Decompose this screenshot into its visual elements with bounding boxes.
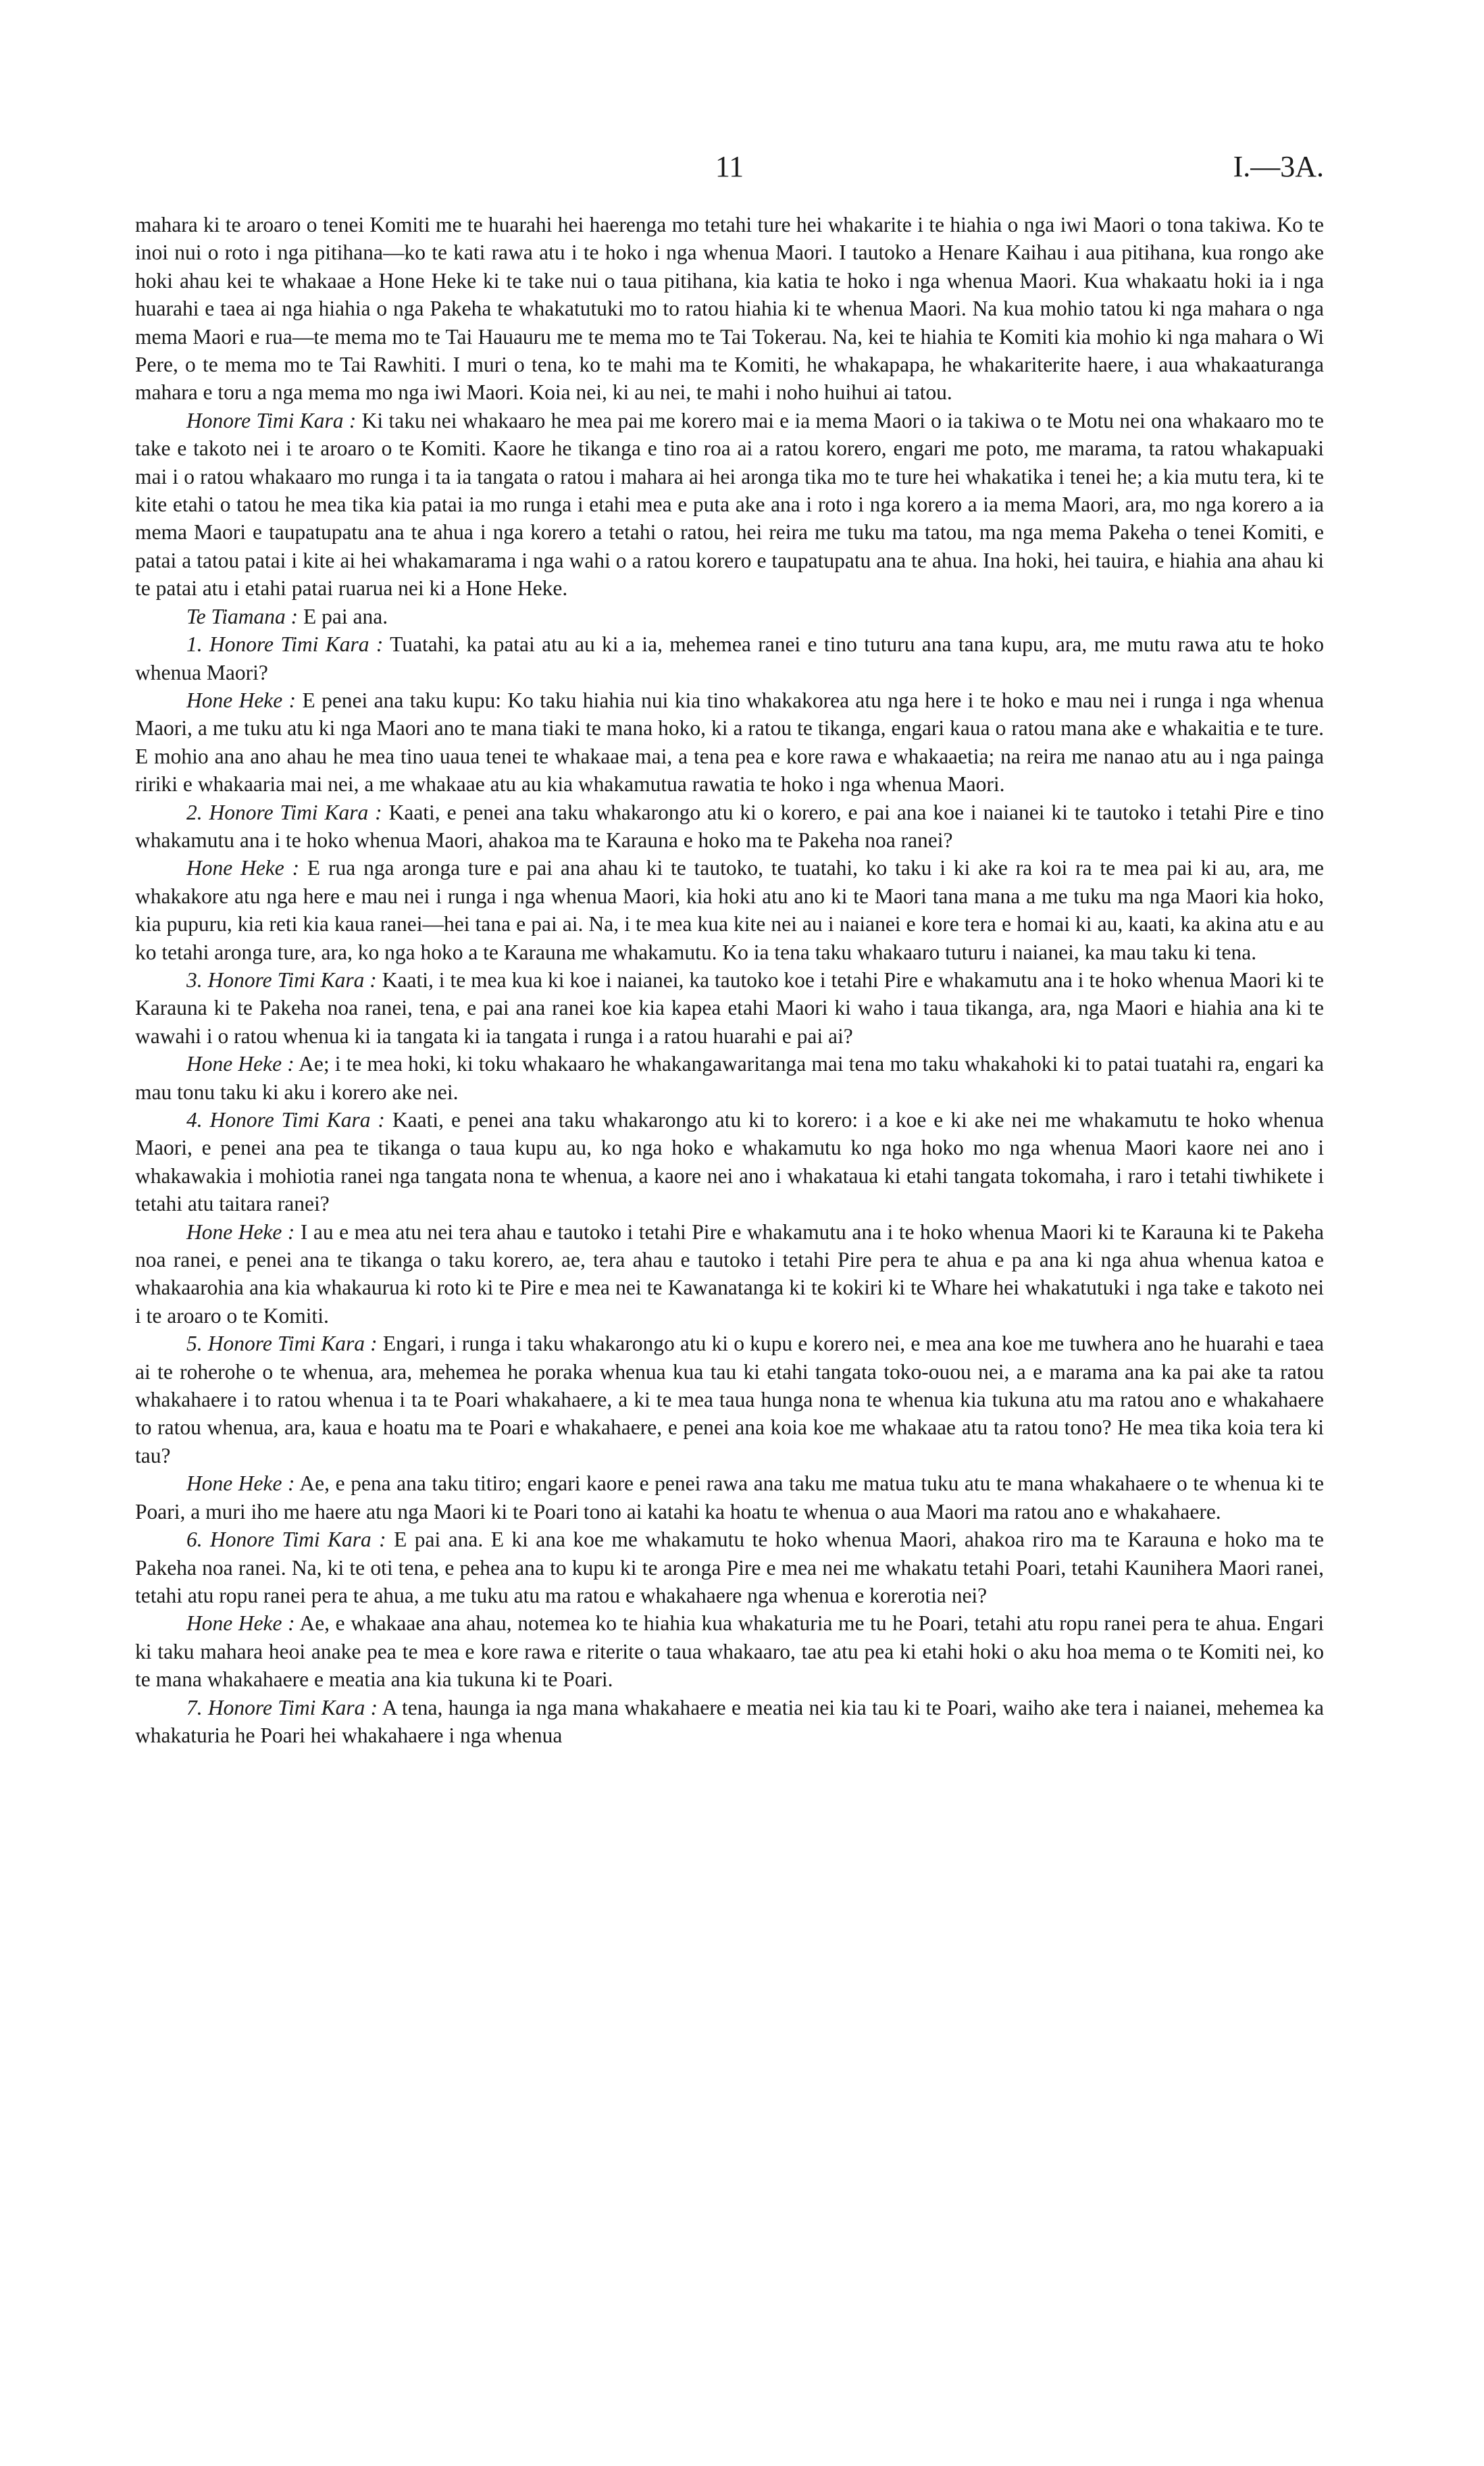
document-reference: I.—3A. bbox=[1233, 150, 1324, 183]
speaker-label: Hone Heke : bbox=[186, 856, 300, 880]
paragraph bbox=[135, 1218, 1324, 1330]
paragraph-text: Ae, e whakaae ana ahau, notemea ko te hiahia kua whakaturia me tu he Poari, tetahi atu ropu ranei pera te ahua. Engari ki taku mahara heoi anake pea te mea e kore rawa e riterite o taua whakaaro, tae atu pea ki etahi hoki o aku hoa mema o te Komiti nei, ko te mana whakahaere e meatia ana kia tukuna ki te Poari. bbox=[135, 1611, 1324, 1692]
paragraph bbox=[135, 1330, 1324, 1469]
paragraph-text: I au e mea atu nei tera ahau e tautoko i tetahi Pire e whakamutu ana i te hoko whenua Maori ki te Karauna ki te Pakeha noa ranei, e penei ana te tikanga o taku korero, ae, tera ahau e tautoko i tetahi Pire pera te ahua e pa ana ki nga ahua whenua katoa e whakaarohia ana kia whakaurua ki roto ki te Pire e mea nei te Kawanatanga ki te kokiri ki te Whare hei whakatutuki i nga take e takoto nei i te aroaro o te Komiti. bbox=[135, 1219, 1324, 1328]
speaker-label: Hone Heke : bbox=[186, 1052, 295, 1076]
paragraph bbox=[135, 854, 1324, 966]
paragraph bbox=[135, 211, 1324, 407]
paragraph bbox=[135, 1526, 1324, 1609]
paragraph bbox=[135, 630, 1324, 686]
paragraph-text: mahara ki te aroaro o tenei Komiti me te huarahi hei haerenga mo tetahi ture hei whakarite i te hiahia o nga iwi Maori o tona takiwa. Ko te inoi nui o roto i nga pitihana—ko te kati rawa atu i te hoko i nga whenua Maori. I tautoko a Henare Kaihau i aua pitihana, kua rongo ake hoki ahau kei te whakaae a Hone Heke ki te take nui o taua pitihana, kia katia te hoko i nga whenua Maori. Kua whakaatu hoki ia i nga huarahi e taea ai nga hiahia o nga Pakeha te whakatutuki mo to ratou hiahia ki te whenua Maori. Na kua mohio tatou ki nga mahara o nga mema Maori e rua—te mema mo te Tai Hauauru me te mema mo te Tai Tokerau. Na, kei te hiahia te Komiti kia mohio ki nga mahara o Wi Pere, o te mema mo te Tai Rawhiti. I muri o tena, ko te mahi ma te Komiti, he whakapapa, he whakariterite haere, i aua whakaaturanga mahara e toru a nga mema mo nga iwi Maori. Koia nei, ki au nei, te mahi i noho huihui ai tatou. bbox=[135, 213, 1324, 405]
speaker-label: Te Tiamana : bbox=[186, 604, 299, 628]
paragraph-text: E pai ana. E ki ana koe me whakamutu te hoko whenua Maori, ahakoa riro ma te Karauna e hoko ma te Pakeha noa ranei. Na, ki te oti tena, e pehea ana to kupu ki te aronga Pire e mea nei me whakatu tetahi Poari, tetahi Kaunihera Maori ranei, tetahi atu ropu ranei pera te ahua, a me tuku atu ma ratou e whakahaere nga whenua e korerotia nei? bbox=[135, 1528, 1324, 1607]
paragraph-text: Engari, i runga i taku whakarongo atu ki o kupu e korero nei, e mea ana koe me tuwhera ano he huarahi e taea ai te roherohe o te whenua, ara, mehemea he poraka whenua kua tau ki etahi tangata toko-ouou nei, a e marama ana ka pai ake ta ratou whakahaere i to ratou whenua i ta te Poari whakahaere, a ki te mea taua hunga nona te whenua kia tukuna atu ma ratou ano e whakahaere to ratou whenua, ara, kaua e hoatu ma te Poari e whakahaere, e penei ana koia koe me whakaae atu ta ratou tono? He mea tika koia tera ki tau? bbox=[135, 1332, 1324, 1467]
paragraph bbox=[135, 799, 1324, 855]
paragraph bbox=[135, 1050, 1324, 1106]
speaker-label: 5. Honore Timi Kara : bbox=[186, 1332, 378, 1356]
speaker-label: Hone Heke : bbox=[186, 1471, 295, 1496]
paragraph bbox=[135, 1469, 1324, 1526]
speaker-label: 3. Honore Timi Kara : bbox=[186, 967, 377, 992]
paragraph-text: Ae; i te mea hoki, ki toku whakaaro he whakangawaritanga mai tena mo taku whakahoki ki to patai tuatahi ra, engari ka mau tonu taku ki aku i korero ake nei. bbox=[135, 1052, 1324, 1104]
paragraph bbox=[135, 603, 1324, 630]
paragraph-text: Tuatahi, ka patai atu au ki a ia, mehemea ranei e tino tuturu ana tana kupu, ara, me mutu rawa atu te hoko whenua Maori? bbox=[135, 632, 1324, 684]
paragraph-text: Ae, e pena ana taku titiro; engari kaore e penei rawa ana taku me matua tuku atu te mana whakahaere o te whenua ki te Poari, a muri iho me haere atu nga Maori ki te Poari tono ai katahi ka hoatu te whenua o aua Maori ma ratou ano e whakahaere. bbox=[135, 1471, 1324, 1524]
paragraph-text: Kaati, e penei ana taku whakarongo atu ki to korero: i a koe e ki ake nei me whakamutu te hoko whenua Maori, e penei ana pea te tikanga o taua kupu au, ko nga hoko e whakamutu ko nga hoko mo nga whenua Maori kaore nei ano i whakawakia i mohiotia ranei nga tangata nona te whenua, a kaore nei ano i whakataua ki etahi tangata tokomaha, i raro i tetahi tiwhikete i tetahi atu taitara ranei? bbox=[135, 1108, 1324, 1216]
speaker-label: 6. Honore Timi Kara : bbox=[186, 1528, 386, 1552]
paragraph bbox=[135, 966, 1324, 1050]
paragraph-text: Kaati, e penei ana taku whakarongo atu ki o korero, e pai ana koe i naianei ki te tautoko i tetahi Pire e tino whakamutu ana i te hoko whenua Maori, ahakoa ma te Karauna e hoko ma te Pakeha noa ranei? bbox=[135, 800, 1324, 852]
page-header bbox=[135, 143, 1324, 191]
paragraph-text: E penei ana taku kupu: Ko taku hiahia nui kia tino whakakorea atu nga here i te hoko e mau nei i runga i nga whenua Maori, a me tuku atu ki nga Maori ano te mana tiaki te mana hoko, ki a ratou te tikanga, engari kaua o ratou mana ake e whakaitia e te ture. E mohio ana ano ahau he mea tino uaua tenei te whakaae mai, a tena pea e kore rawa e whakaaetia; na reira me nanao atu au i nga painga ririki e whakaaria mai nei, a me whakaae atu au kia whakamutua rawatia te hoko i nga whenua Maori. bbox=[135, 688, 1325, 797]
speaker-label: 2. Honore Timi Kara : bbox=[186, 800, 382, 824]
paragraph-text: E pai ana. bbox=[298, 604, 388, 628]
paragraph bbox=[135, 1106, 1324, 1218]
speaker-label: 4. Honore Timi Kara : bbox=[186, 1108, 385, 1132]
speaker-label: Hone Heke : bbox=[186, 1611, 295, 1636]
speaker-label: Hone Heke : bbox=[186, 688, 297, 712]
speaker-label: 7. Honore Timi Kara : bbox=[186, 1695, 378, 1719]
paragraph-text: E rua nga aronga ture e pai ana ahau ki te tautoko, te tuatahi, ko taku i ki ake ra koi ra te mea pai ki au, ara, me whakakore atu nga here e mau nei i runga i nga whenua Maori, kia hoki atu ano ki te Maori tana mana a me tuku ma nga Maori kia hoko, kia pupuru, kia reti kia kaua ranei—hei tana e pai ai. Na, i te mea kua kite nei au i naianei e kore tera e homai ki au, kaati, ka akina atu e au ko tetahi aronga ture, ara, ko nga hoko a te Karauna me whakamutu. Ko ia tena taku whakaaro tuturu i naianei, ka mau taku ki tena. bbox=[135, 856, 1324, 964]
paragraph bbox=[135, 686, 1324, 799]
page-number: 11 bbox=[715, 150, 744, 183]
paragraph bbox=[135, 1609, 1324, 1693]
speaker-label: Honore Timi Kara : bbox=[186, 408, 357, 432]
paragraph-text: Ki taku nei whakaaro he mea pai me korero mai e ia mema Maori o ia takiwa o te Motu nei ona whakaaro mo te take e takoto nei i te aroaro o te Komiti. Kaore he tikanga e tino roa ai a ratou korero, engari me poto, me marama, ta ratou whakapuaki mai i o ratou whakaaro mo runga i ta ia tangata o ratou i mahara ai hei aronga tika mo te ture hei whakatika i tenei he; a kia mutu tera, ki te kite etahi o tatou he mea tika kia patai ia mo runga i etahi mea e puta ake ana i roto i nga korero a ia mema Maori, ara, mo nga korero a ia mema Maori e taupatupatu ana te ahua i nga korero a tetahi o ratou, hei reira me tuku ma tatou, ma nga mema Pakeha o tenei Komiti, e patai a tatou patai i kite ai hei whakamarama i nga wahi o a ratou korero e taupatupatu ana te ahua. Ina hoki, hei tauira, e hiahia ana ahau ki te patai atu i etahi patai ruarua nei ki a Hone Heke. bbox=[135, 408, 1324, 601]
paragraph-text: A tena, haunga ia nga mana whakahaere e meatia nei kia tau ki te Poari, waiho ake tera i naianei, mehemea ka whakaturia he Poari hei whakahaere i nga whenua bbox=[135, 1695, 1324, 1747]
body-text bbox=[135, 211, 1324, 1749]
speaker-label: 1. Honore Timi Kara : bbox=[186, 632, 384, 657]
paragraph bbox=[135, 407, 1324, 603]
speaker-label: Hone Heke : bbox=[186, 1219, 295, 1244]
paragraph-text: Kaati, i te mea kua ki koe i naianei, ka tautoko koe i tetahi Pire e whakamutu ana i te hoko whenua Maori ki te Karauna ki te Pakeha noa ranei, tena, e pai ana ranei koe kia kapea etahi Maori ki waho i taua tikanga, ara, nga Maori e hiahia ana ki te wawahi i o ratou whenua ki ia tangata ki ia tangata i runga i a ratou huarahi e pai ai? bbox=[135, 967, 1324, 1048]
paragraph bbox=[135, 1694, 1324, 1750]
